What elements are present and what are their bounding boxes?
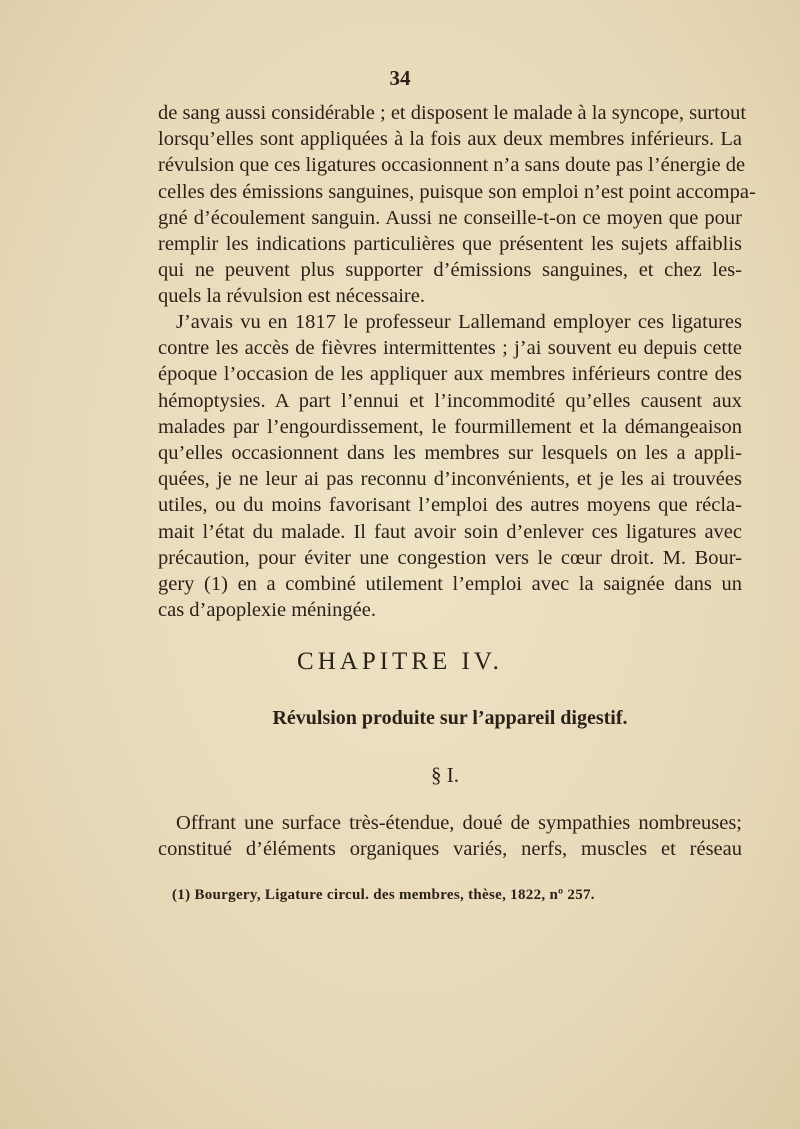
text-line: quées, je ne leur ai pas reconnu d’inconvénients, et je les ai trouvées <box>158 468 742 491</box>
text-line: J’avais vu en 1817 le professeur Lallemand employer ces ligatures <box>176 311 742 333</box>
text-line: celles des émissions sanguines, puisque son emploi n’est point accompa- <box>158 180 756 203</box>
text-line: de sang aussi considérable ; et disposent le malade à la syncope, surtout <box>158 102 747 124</box>
text-line: utiles, ou du moins favorisant l’emploi des autres moyens que récla- <box>158 494 742 517</box>
paragraph-3 <box>158 810 742 862</box>
text-line: époque l’occasion de les appliquer aux membres inférieurs contre des <box>158 363 742 386</box>
page-number: 34 <box>389 66 411 90</box>
text-line: lorsqu’elles sont appliquées à la fois aux deux membres inférieurs. La <box>158 128 742 151</box>
text-line: remplir les indications particulières que présentent les sujets affaiblis <box>158 233 742 256</box>
text-line: gné d’écoulement sanguin. Aussi ne conseille-t-on ce moyen que pour <box>158 206 742 229</box>
text-line: gery (1) en a combiné utilement l’emploi avec la saignée dans un <box>158 573 742 596</box>
text-line: qu’elles occasionnent dans les membres sur lesquels on les a appli- <box>158 442 742 465</box>
text-line: mait l’état du malade. Il faut avoir soin d’enlever ces ligatures avec <box>158 520 742 543</box>
text-line: hémoptysies. A part l’ennui et l’incommodité qu’elles causent aux <box>158 389 742 412</box>
text-line: quels la révulsion est nécessaire. <box>158 285 425 308</box>
text-line: précaution, pour éviter une congestion vers le cœur droit. M. Bour- <box>158 546 742 569</box>
text-line: malades par l’engourdissement, le fourmillement et la démangeaison <box>158 415 742 438</box>
text-line: cas d’apoplexie méningée. <box>158 599 377 622</box>
chapter-subtitle: Révulsion produite sur l’appareil digestif. <box>272 707 628 729</box>
paragraph-2 <box>158 309 742 623</box>
text-line: Offrant une surface très-étendue, doué de sympathies nombreuses; <box>176 812 742 834</box>
paragraph-1 <box>158 100 756 310</box>
text-line: révulsion que ces ligatures occasionnent n’a sans doute pas l’énergie de <box>158 154 746 177</box>
text-line: constitué d’éléments organiques variés, nerfs, muscles et réseau <box>158 838 742 861</box>
text-line: qui ne peuvent plus supporter d’émissions sanguines, et chez les- <box>158 259 742 282</box>
text-line: contre les accès de fièvres intermittentes ; j’ai souvent eu depuis cette <box>158 337 742 360</box>
chapter-heading: CHAPITRE IV. <box>297 648 503 675</box>
section-heading: § I. <box>431 763 459 787</box>
footnote: (1) Bourgery, Ligature circul. des membres, thèse, 1822, nº 257. <box>172 887 595 903</box>
